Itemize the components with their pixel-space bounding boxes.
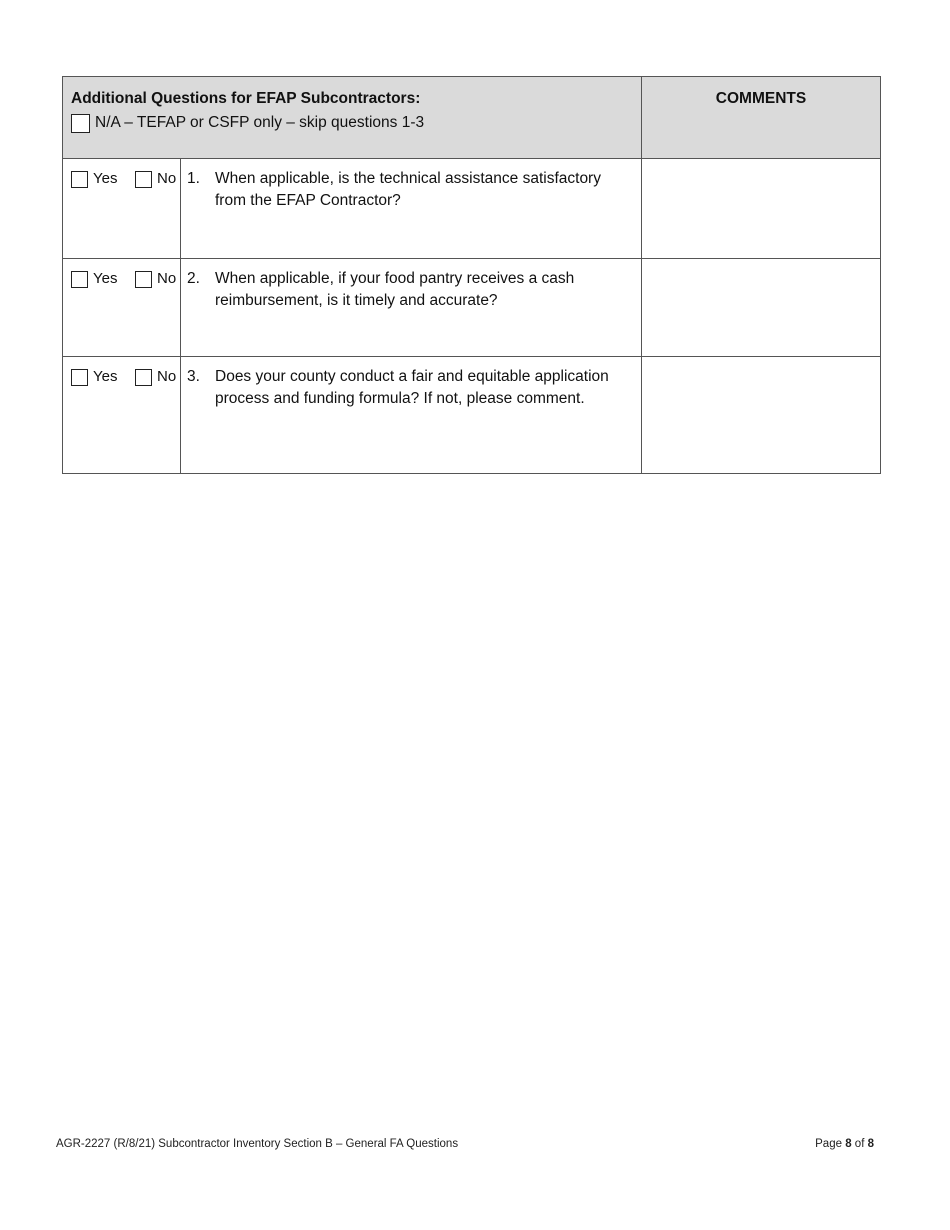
page-current: 8 [845,1138,852,1150]
yes-option-2[interactable] [71,268,135,290]
page-footer [56,1138,874,1150]
page-number [815,1138,874,1150]
yes-option-3[interactable] [71,366,135,388]
no-option-3[interactable] [135,366,176,388]
yes-label: Yes [93,270,118,287]
answer-cell-3 [63,357,181,474]
comment-field-2[interactable] [642,259,881,357]
no-checkbox-2[interactable] [135,271,152,288]
page-prefix: Page [815,1138,842,1150]
question-cell-2 [181,259,642,357]
no-label: No [157,270,177,287]
header-cell [63,77,642,159]
question-number-2: 2. [187,270,200,287]
yes-checkbox-1[interactable] [71,171,88,188]
header-row [63,77,881,159]
question-row-3 [63,357,881,474]
question-text-3: Does your county conduct a fair and equitable application process and funding formula? If not, please comment. [215,368,609,407]
answer-cell-2 [63,259,181,357]
no-option-2[interactable] [135,268,176,290]
question-number-3: 3. [187,368,200,385]
question-cell-1 [181,159,642,259]
yes-checkbox-3[interactable] [71,369,88,386]
no-checkbox-1[interactable] [135,171,152,188]
form-identifier: AGR-2227 (R/8/21) Subcontractor Inventory Section B – General FA Questions [56,1138,459,1150]
no-checkbox-3[interactable] [135,369,152,386]
section-title: Additional Questions for EFAP Subcontractors: [71,90,421,107]
no-label: No [157,368,177,385]
yes-option-1[interactable] [71,168,135,190]
comment-field-1[interactable] [642,159,881,259]
comment-field-3[interactable] [642,357,881,474]
na-label: N/A – TEFAP or CSFP only – skip questions 1-3 [95,114,425,131]
question-cell-3 [181,357,642,474]
answer-cell-1 [63,159,181,259]
yes-checkbox-2[interactable] [71,271,88,288]
page-of: of [854,1138,865,1150]
question-text-2: When applicable, if your food pantry receives a cash reimbursement, is it timely and accurate? [215,270,575,309]
question-row-1 [63,159,881,259]
no-option-1[interactable] [135,168,176,190]
question-row-2 [63,259,881,357]
yes-label: Yes [93,368,118,385]
question-number-1: 1. [187,170,200,187]
na-checkbox[interactable] [71,114,90,133]
no-label: No [157,170,177,187]
comments-header: COMMENTS [642,77,881,159]
question-text-1: When applicable, is the technical assistance satisfactory from the EFAP Contractor? [215,170,601,209]
efap-questions-table [62,76,881,474]
na-option[interactable] [71,112,633,134]
page-total: 8 [867,1138,874,1150]
yes-label: Yes [93,170,118,187]
